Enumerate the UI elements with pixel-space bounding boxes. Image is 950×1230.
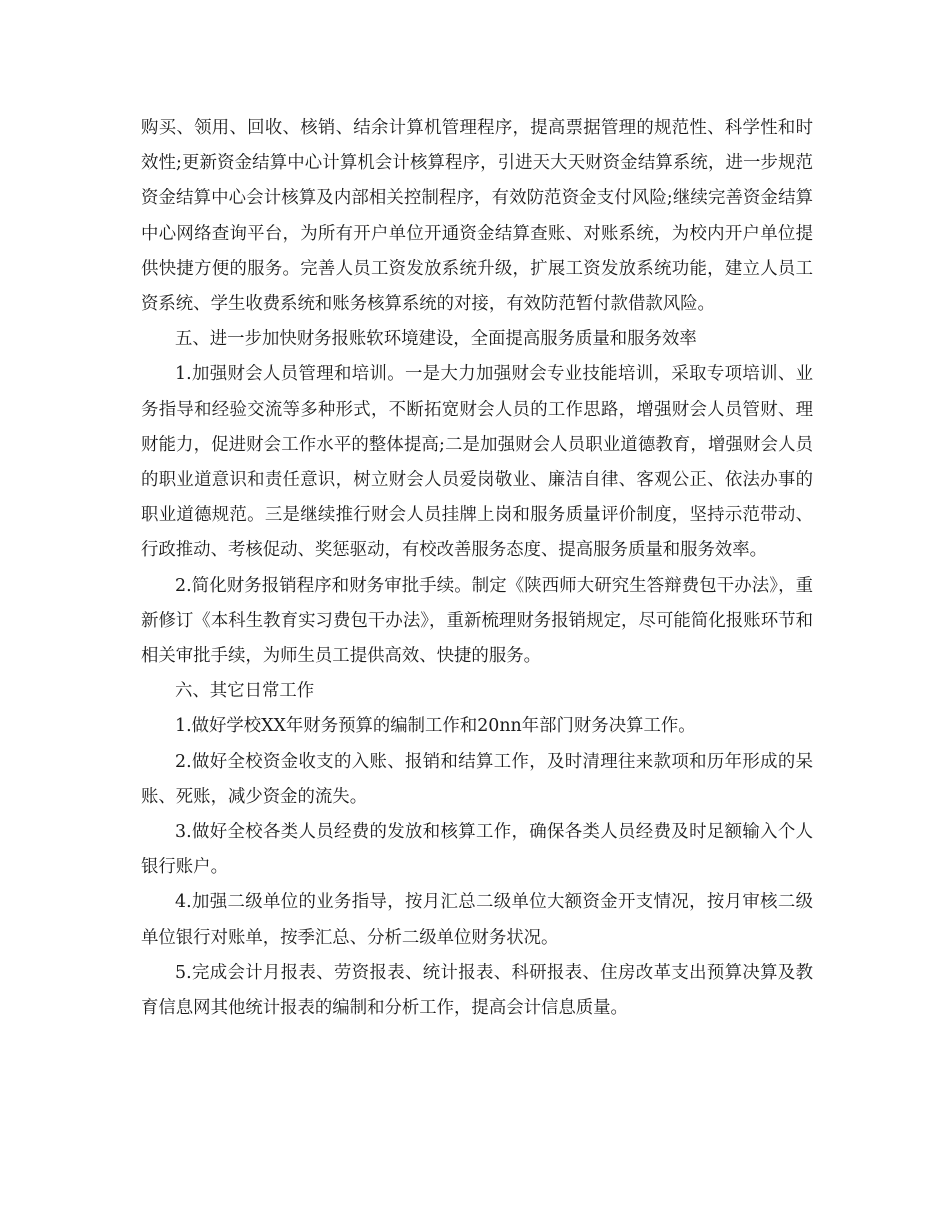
list-item-payroll: 3.做好全校各类人员经费的发放和核算工作，确保各类人员经费及时足额输入个人银行账户。 [141, 822, 813, 878]
section-heading-five: 五、进一步加快财务报账软环境建设，全面提高服务质量和服务效率 [175, 329, 697, 350]
list-item-reports: 5.完成会计月报表、劳资报表、统计报表、科研报表、住房改革支出预算决算及教育信息网其他统计报表的编制和分析工作，提高会计信息质量。 [141, 962, 813, 1019]
list-item-accounts: 2.做好全校资金收支的入账、报销和结算工作，及时清理往来款项和历年形成的呆账、死账，减少资金的流失。 [141, 751, 813, 807]
list-item-unit-guidance: 4.加强二级单位的业务指导，按月汇总二级单位大额资金开支情况，按月审核二级单位银行对账单，按季汇总、分析二级单位财务状况。 [141, 892, 813, 948]
paragraph-continuation: 购买、领用、回收、核销、结余计算机管理程序，提高票据管理的规范性、科学性和时效性;更新资金结算中心计算机会计核算程序，引进天大天财资金结算系统，进一步规范资金结算中心会计核算及内部相关控制程序，有效防范资金支付风险;继续完善资金结算中心网络查询平台，为所有开户单位开通资金结算查账、对账系统，为校内开户单位提供快捷方便的服务。完善人员工资发放系统升级，扩展工资发放系统功能，建立人员工资系统、学生收费系统和账务核算系统的对接，有效防范暂付款借款风险。 [141, 118, 813, 315]
list-item-simplify-reimbursement: 2.简化财务报销程序和财务审批手续。制定《陕西师大研究生答辩费包干办法》，重新修订《本科生教育实习费包干办法》，重新梳理财务报销规定，尽可能简化报账环节和相关审批手续，为师生员工提供高效、快捷的服务。 [141, 575, 813, 667]
document-page [141, 111, 813, 1026]
list-item-budget: 1.做好学校XX年财务预算的编制工作和20nn年部门财务决算工作。 [175, 716, 696, 737]
list-item-staff-training: 1.加强财会人员管理和培训。一是大力加强财会专业技能培训，采取专项培训、业务指导和经验交流等多种形式，不断拓宽财会人员的工作思路，增强财会人员管财、理财能力，促进财会工作水平的整体提高;二是加强财会人员职业道德教育，增强财会人员的职业道意识和责任意识，树立财会人员爱岗敬业、廉洁自律、客观公正、依法办事的职业道德规范。三是继续推行财会人员挂牌上岗和服务质量评价制度，坚持示范带动、行政推动、考核促动、奖惩驱动，有校改善服务态度、提高服务质量和服务效率。 [141, 364, 813, 561]
section-heading-six: 六、其它日常工作 [175, 681, 315, 702]
